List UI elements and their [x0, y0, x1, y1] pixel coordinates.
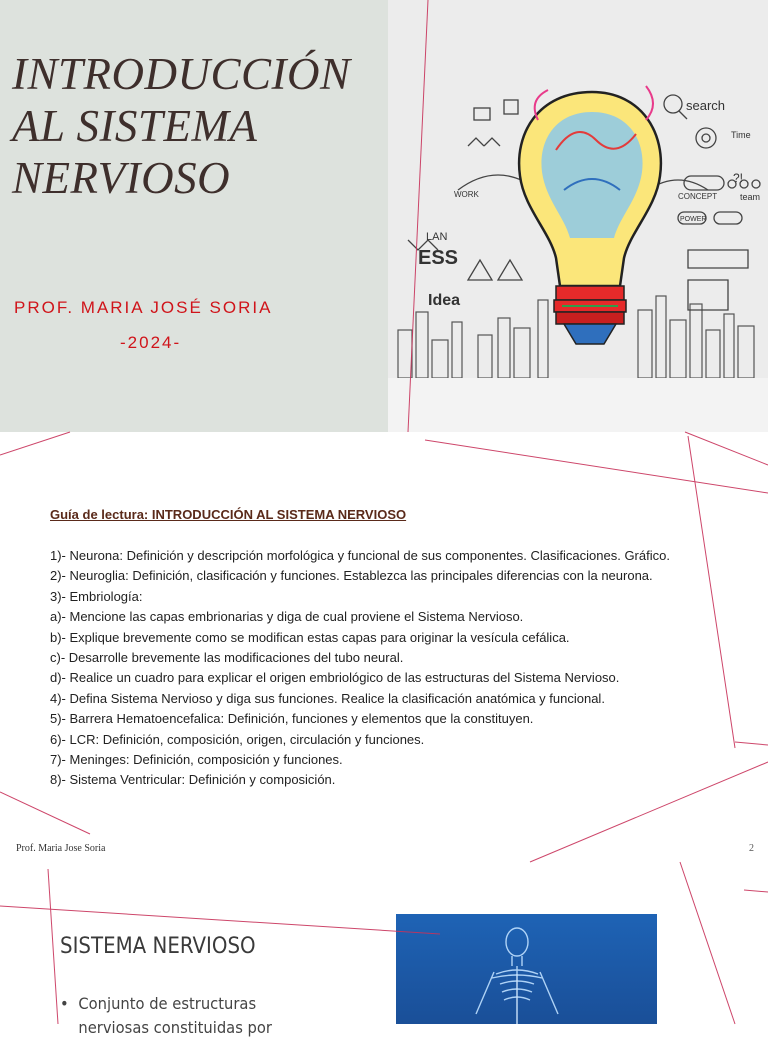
guide-item: 3)- Embriología: [50, 588, 143, 604]
presentation-title: INTRODUCCIÓN AL SISTEMA NERVIOSO [12, 49, 351, 203]
guide-item: 1)- Neurona: Definición y descripción morfológica y funcional de sus componentes. Clasificaciones. Gráfico. [50, 548, 670, 563]
svg-text:?!: ?! [733, 171, 744, 185]
author-name: PROF. MARIA JOSÉ SORIA [14, 298, 273, 317]
svg-text:Time: Time [731, 130, 751, 140]
svg-text:search: search [686, 98, 726, 113]
bullet-list [60, 992, 290, 1040]
guide-item: d)- Realice un cuadro para explicar el origen embriológico de las estructuras del Sistema Nervioso. [50, 670, 620, 686]
bullet-item-continued: nerviosas constituidas por [78, 1018, 272, 1037]
guide-list [50, 546, 670, 791]
svg-text:ESS: ESS [418, 247, 459, 269]
human-skeleton-image [396, 914, 657, 1024]
svg-text:LAN: LAN [426, 231, 448, 243]
svg-text:CONCEPT: CONCEPT [678, 192, 718, 201]
slide-title: SISTEMA NERVIOSO [60, 934, 256, 959]
presentation-year: -2024- [120, 333, 182, 352]
lightbulb-doodle-icon [388, 0, 768, 432]
illustration-floor [388, 378, 768, 432]
guide-item: 5)- Barrera Hematoencefalica: Definición, funciones y elementos que la constituyen. [50, 711, 534, 727]
svg-text:Idea: Idea [428, 292, 461, 309]
guide-item: b)- Explique brevemente como se modifican estas capas para originar la vesícula cefálica. [50, 629, 570, 645]
guide-item: 7)- Meninges: Definición, composición y funciones. [50, 752, 343, 768]
svg-text:POWER: POWER [680, 216, 707, 223]
svg-text:team: team [740, 192, 761, 202]
guide-item: c)- Desarrolle brevemente las modificaciones del tubo neural. [50, 650, 404, 666]
lightbulb-illustration [388, 0, 768, 432]
guide-item: 8)- Sistema Ventricular: Definición y composición. [50, 772, 336, 788]
guide-item: 4)- Defina Sistema Nervioso y diga sus funciones. Realice la clasificación anatómica y funcional. [50, 690, 605, 706]
nervous-system-slide [0, 862, 768, 1037]
guide-item: a)- Mencione las capas embrionarias y diga de cual proviene el Sistema Nervioso. [50, 609, 524, 625]
title-slide [0, 0, 768, 432]
guide-item: 6)- LCR: Definición, composición, origen, circulación y funciones. [50, 731, 425, 747]
page-number: 2 [749, 843, 754, 854]
guide-item: 2)- Neuroglia: Definición, clasificación y funciones. Establezca las principales diferencias con la neurona. [50, 568, 653, 584]
reading-guide-slide [0, 432, 768, 862]
slide-footer: Prof. Maria Jose Soria [16, 843, 106, 854]
skeleton-icon [396, 914, 657, 1024]
svg-text:WORK: WORK [454, 190, 479, 199]
bullet-item: • Conjunto de estructuras [60, 992, 272, 1016]
guide-heading: Guía de lectura: INTRODUCCIÓN AL SISTEMA NERVIOSO [50, 507, 407, 522]
